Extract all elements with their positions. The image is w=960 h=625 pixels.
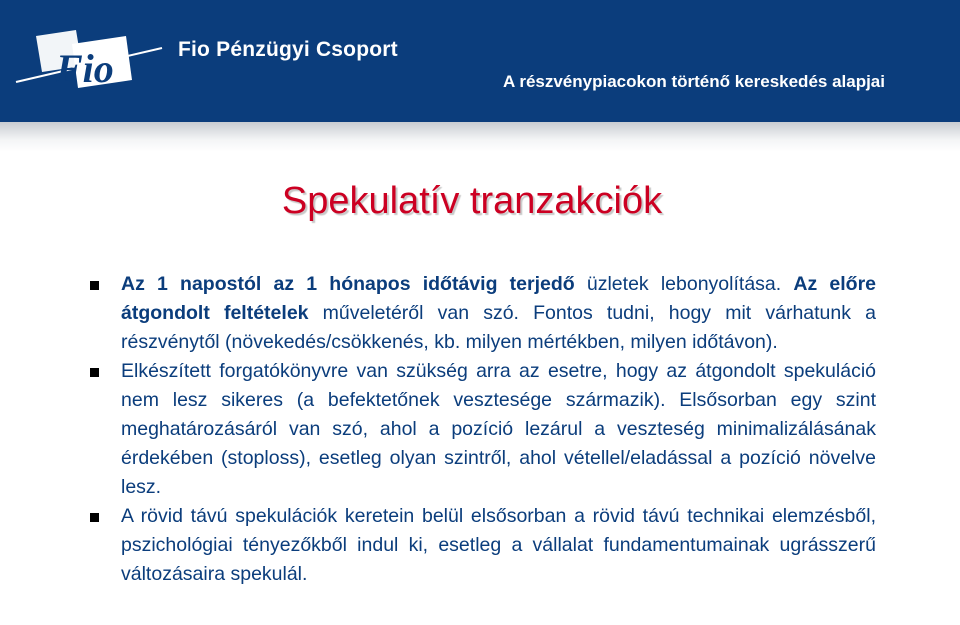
bullet-text: A rövid távú spekulációk keretein belül elsősorban a rövid távú technikai elemzésből, pszichológiai tényezőkből indul ki, esetleg a vállalat fundamentumainak ugrásszerű változásaira spekulál.	[121, 505, 876, 585]
bullet-text: műveletéről van szó. Fontos tudni, hogy mit várhatunk a részvénytől (növekedés/csökkenés, kb. milyen mértékben, milyen időtávon).	[121, 302, 876, 353]
bullet-list	[88, 270, 876, 589]
bullet-text: Elkészített forgatókönyvre van szükség arra az esetre, hogy az átgondolt spekuláció nem lesz sikeres (a befektetőnek vesztesége származik). Elsősorban egy szint meghatározásáról van szó, ahol a pozíció lezárul a veszteség minimalizálásának érdekében (stoploss), esetleg olyan szintről, ahol vétellel/eladással a pozíció növelve lesz.	[121, 360, 876, 498]
bullet-bold-text: Az előre átgondolt feltételek	[121, 273, 877, 324]
bullet-text: üzletek lebonyolítása.	[574, 273, 794, 295]
square-bullet-icon	[90, 368, 99, 377]
page-title: Spekulatív tranzakciók	[281, 180, 663, 222]
header-bar	[0, 0, 960, 122]
list-item	[88, 270, 876, 357]
list-item	[88, 502, 876, 589]
bullet-bold-text: Az 1 napostól az 1 hónapos időtávig terjedő	[121, 273, 575, 295]
square-bullet-icon	[90, 281, 99, 290]
company-name: Fio Pénzügyi Csoport	[178, 38, 398, 61]
header-shadow	[0, 122, 960, 152]
header-subtitle: A részvénypiacokon történő kereskedés alapjai	[502, 72, 885, 91]
list-item	[88, 357, 876, 502]
logo-text: Fio	[56, 46, 114, 91]
fio-logo	[14, 22, 164, 108]
square-bullet-icon	[90, 513, 99, 522]
